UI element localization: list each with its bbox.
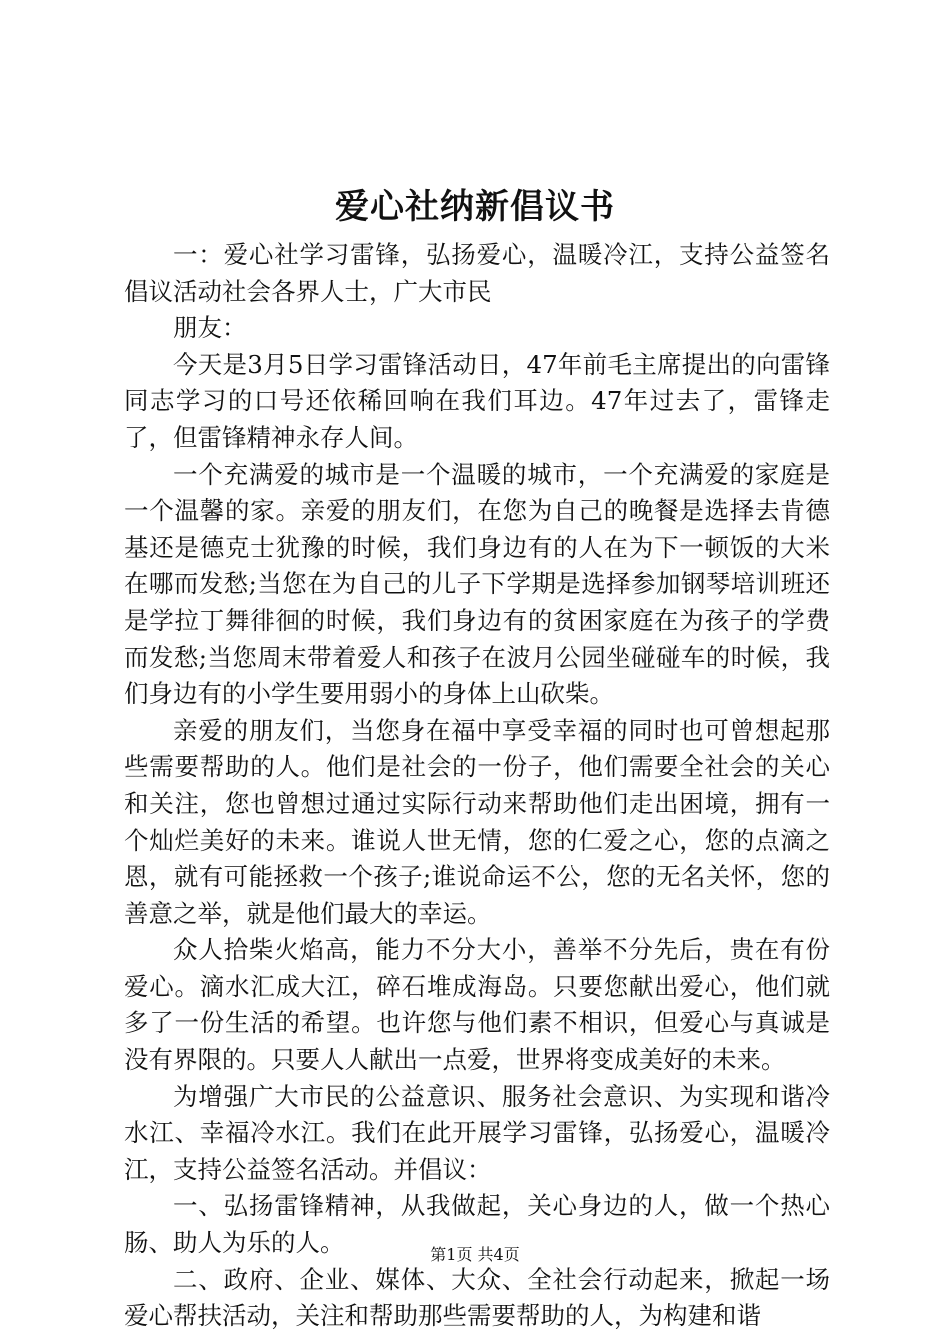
paragraph-public-welfare: 为增强广大市民的公益意识、服务社会意识、为实现和谐冷水江、幸福冷水江。我们在此开展学习雷锋，弘扬爱心，温暖冷江，支持公益签名活动。并倡议：: [124, 1081, 830, 1184]
paragraph-many-hands: 众人拾柴火焰高，能力不分大小，善举不分先后，贵在有份爱心。滴水汇成大江，碎石堆成海岛。只要您献出爱心，他们就多了一份生活的希望。也许您与他们素不相识，但爱心与真诚是没有界限的。只要人人献出一点爱，世界将变成美好的未来。: [124, 935, 830, 1075]
page-number-footer: 第1页 共4页: [430, 1245, 520, 1264]
paragraph-leifeng-day: 今天是3月5日学习雷锋活动日，47年前毛主席提出的向雷锋同志学习的口号还依稀回响在我们耳边。47年过去了，雷锋走了，但雷锋精神永存人间。: [124, 349, 830, 452]
paragraph-salutation: 朋友：: [173, 313, 247, 343]
paragraph-loving-city: 一个充满爱的城市是一个温暖的城市，一个充满爱的家庭是一个温馨的家。亲爱的朋友们，在您为自己的晚餐是选择去肯德基还是德克士犹豫的时候，我们身边有的人在为下一顿饭的大米在哪而发愁;当您在为自己的儿子下学期是选择参加钢琴培训班还是学拉丁舞徘徊的时候，我们身边有的贫困家庭在为孩子的学费而发愁;当您周末带着爱人和孩子在波月公园坐碰碰车的时候，我们身边有的小学生要用弱小的身体上山砍柴。: [124, 459, 830, 709]
paragraph-dear-friends: 亲爱的朋友们，当您身在福中享受幸福的同时也可曾想起那些需要帮助的人。他们是社会的一份子，他们需要全社会的关心和关注，您也曾想过通过实际行动来帮助他们走出困境，拥有一个灿烂美好的未来。谁说人世无情，您的仁爱之心，您的点滴之恩，就有可能拯救一个孩子;谁说命运不公，您的无名关怀，您的善意之举，就是他们最大的幸运。: [124, 715, 830, 928]
document-body: [124, 237, 830, 1335]
document-title: 爱心社纳新倡议书: [335, 187, 615, 227]
paragraph-proposal-1: 一、弘扬雷锋精神，从我做起，关心身边的人，做一个热心肠、助人为乐的人。: [124, 1191, 830, 1258]
paragraph-proposal-2: 二、政府、企业、媒体、大众、全社会行动起来，掀起一场爱心帮扶活动，关注和帮助那些需要帮助的人，为构建和谐: [124, 1264, 830, 1331]
paragraph-intro: 一：爱心社学习雷锋，弘扬爱心，温暖冷江，支持公益签名倡议活动社会各界人士，广大市民: [124, 240, 830, 306]
